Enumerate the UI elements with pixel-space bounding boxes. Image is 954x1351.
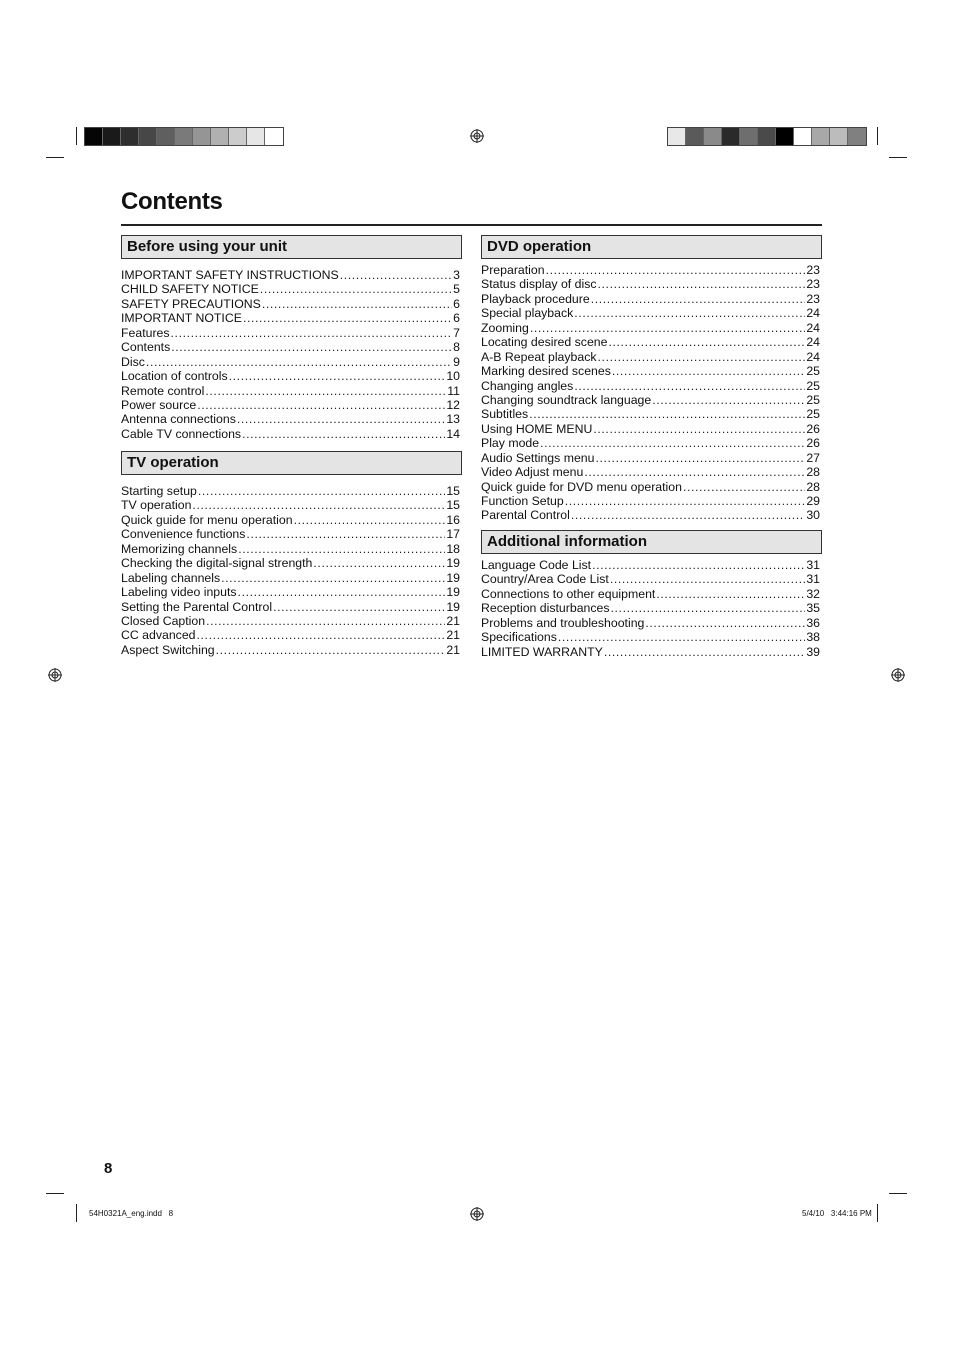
toc-entry	[481, 451, 822, 465]
toc-entry-label: Remote control	[121, 383, 205, 398]
toc-entry-label: Country/Area Code List	[481, 572, 609, 587]
section-heading: Before using your unit	[121, 235, 462, 259]
toc-entry	[121, 527, 462, 541]
toc-entry-page: 25	[806, 364, 820, 379]
toc-entry-page: 26	[806, 421, 820, 436]
toc-entry-label: Parental Control	[481, 508, 570, 523]
toc-entry	[121, 498, 462, 512]
toc-entry-page: 19	[446, 599, 460, 614]
toc-entry	[121, 340, 462, 354]
toc-entry-page: 28	[806, 465, 820, 480]
color-swatch	[830, 128, 848, 145]
dot-leader	[171, 340, 452, 354]
dot-leader	[238, 542, 445, 556]
toc-entry-page: 27	[806, 450, 820, 465]
toc-entry-page: 18	[446, 541, 460, 556]
toc-entry	[121, 311, 462, 325]
color-swatch	[85, 128, 103, 145]
toc-entry-label: Labeling channels	[121, 570, 221, 585]
toc-entry	[481, 465, 822, 479]
toc-entry	[481, 263, 822, 277]
section-tv-operation	[121, 451, 462, 657]
dot-leader	[229, 369, 446, 383]
section-heading: DVD operation	[481, 235, 822, 259]
page-number: 8	[104, 1160, 113, 1177]
toc-entry-page: 24	[806, 349, 820, 364]
section-before-using	[121, 235, 462, 441]
toc-entry	[481, 350, 822, 364]
color-swatch	[812, 128, 830, 145]
toc-entry	[481, 508, 822, 522]
dot-leader	[216, 643, 446, 657]
dot-leader	[198, 484, 445, 498]
toc-entry	[481, 407, 822, 421]
toc-entry-page: 15	[446, 498, 460, 513]
dot-leader	[608, 335, 805, 349]
dot-leader	[146, 355, 452, 369]
toc-entry-page: 5	[453, 282, 460, 297]
toc-entry	[481, 379, 822, 393]
dot-leader	[529, 407, 805, 421]
page-title: Contents	[121, 188, 223, 215]
toc-list	[481, 263, 822, 523]
dot-leader	[546, 263, 806, 277]
toc-entry-page: 17	[446, 527, 460, 542]
color-swatch	[794, 128, 812, 145]
toc-entry-page: 19	[446, 570, 460, 585]
dot-leader	[206, 614, 445, 628]
toc-entry-label: Disc	[121, 354, 145, 369]
toc-entry-page: 13	[446, 412, 460, 427]
dot-leader	[238, 585, 446, 599]
toc-entry-label: Memorizing channels	[121, 541, 238, 556]
toc-entry-page: 39	[806, 644, 820, 659]
toc-entry-label: Zooming	[481, 320, 529, 335]
toc-entry-label: Power source	[121, 397, 197, 412]
toc-entry	[121, 369, 462, 383]
toc-entry	[121, 628, 462, 642]
toc-entry-page: 30	[806, 508, 820, 523]
toc-entry-page: 11	[447, 383, 460, 398]
toc-entry-page: 16	[446, 512, 460, 527]
toc-entry-page: 3	[453, 268, 460, 282]
toc-entry	[121, 268, 462, 282]
toc-entry-label: Changing angles	[481, 378, 574, 393]
toc-entry-label: IMPORTANT SAFETY INSTRUCTIONS	[121, 268, 339, 282]
toc-entry-label: LIMITED WARRANTY	[481, 644, 603, 659]
toc-entry	[481, 572, 822, 586]
toc-entry	[121, 412, 462, 426]
color-calibration-bar-right	[667, 127, 867, 146]
dot-leader	[294, 513, 446, 527]
toc-entry-label: Specifications	[481, 630, 557, 645]
toc-entry-page: 6	[453, 296, 460, 311]
toc-entry-label: Labeling video inputs	[121, 585, 237, 600]
toc-entry-page: 35	[806, 601, 820, 616]
toc-entry	[481, 292, 822, 306]
toc-entry-page: 10	[446, 369, 460, 384]
toc-entry-page: 14	[446, 426, 460, 441]
toc-entry	[481, 277, 822, 291]
dot-leader	[652, 393, 805, 407]
toc-entry-page: 21	[446, 628, 460, 643]
color-swatch	[121, 128, 139, 145]
toc-entry	[481, 422, 822, 436]
color-swatch	[265, 128, 283, 145]
registration-mark-icon	[470, 129, 484, 143]
section-dvd-operation	[481, 235, 822, 523]
dot-leader	[591, 292, 806, 306]
dot-leader	[246, 527, 445, 541]
dot-leader	[197, 628, 446, 642]
dot-leader	[237, 412, 445, 426]
color-swatch	[686, 128, 704, 145]
toc-entry-label: Subtitles	[481, 407, 529, 422]
toc-entry-label: Preparation	[481, 263, 545, 277]
toc-entry-label: Location of controls	[121, 369, 228, 384]
color-swatch	[211, 128, 229, 145]
toc-entry-page: 12	[446, 397, 460, 412]
toc-entry	[121, 542, 462, 556]
color-swatch	[193, 128, 211, 145]
toc-entry	[481, 587, 822, 601]
toc-entry-page: 9	[453, 354, 460, 369]
toc-entry-label: Closed Caption	[121, 613, 206, 628]
dot-leader	[612, 364, 805, 378]
toc-entry-page: 38	[806, 630, 820, 645]
toc-entry-page: 29	[806, 494, 820, 508]
toc-entry-page: 15	[446, 484, 460, 498]
crop-mark	[46, 1193, 64, 1194]
dot-leader	[598, 277, 806, 291]
toc-entry-page: 31	[806, 558, 820, 572]
title-divider	[121, 224, 822, 226]
dot-leader	[171, 326, 453, 340]
dot-leader	[197, 398, 445, 412]
toc-entry-label: Locating desired scene	[481, 335, 608, 350]
dot-leader	[558, 630, 805, 644]
toc-entry-page: 23	[806, 291, 820, 306]
toc-entry	[121, 384, 462, 398]
dot-leader	[242, 427, 445, 441]
toc-list	[481, 558, 822, 659]
dot-leader	[273, 600, 445, 614]
toc-entry-label: Status display of disc	[481, 277, 597, 292]
color-swatch	[704, 128, 722, 145]
toc-entry	[121, 355, 462, 369]
crop-mark	[877, 127, 878, 145]
toc-entry-page: 36	[806, 615, 820, 630]
dot-leader	[604, 645, 805, 659]
dot-leader	[313, 556, 445, 570]
color-calibration-bar-left	[84, 127, 284, 146]
crop-mark	[46, 157, 64, 158]
dot-leader	[683, 480, 805, 494]
toc-entry-label: Video Adjust menu	[481, 465, 584, 480]
toc-entry-page: 8	[453, 340, 460, 355]
crop-mark	[889, 157, 907, 158]
crop-mark	[76, 127, 77, 145]
color-swatch	[103, 128, 121, 145]
dot-leader	[595, 451, 805, 465]
toc-entry-label: TV operation	[121, 498, 192, 513]
dot-leader	[221, 571, 445, 585]
toc-entry-label: Marking desired scenes	[481, 364, 611, 379]
toc-entry-label: Aspect Switching	[121, 642, 215, 657]
registration-mark-icon	[891, 668, 905, 682]
toc-entry	[121, 513, 462, 527]
toc-entry-label: Play mode	[481, 436, 540, 451]
dot-leader	[645, 616, 805, 630]
color-swatch	[668, 128, 686, 145]
toc-entry-label: Features	[121, 325, 170, 340]
toc-entry-label: A-B Repeat playback	[481, 349, 597, 364]
toc-entry-label: CC advanced	[121, 628, 196, 643]
dot-leader	[192, 498, 445, 512]
footer-datetime: 5/4/10 3:44:16 PM	[802, 1209, 872, 1218]
section-additional-information	[481, 530, 822, 659]
toc-entry-page: 21	[446, 642, 460, 657]
toc-entry-page: 26	[806, 436, 820, 451]
toc-entry-label: Contents	[121, 340, 171, 355]
toc-entry	[121, 427, 462, 441]
color-swatch	[247, 128, 265, 145]
color-swatch	[848, 128, 866, 145]
toc-entry-page: 24	[806, 320, 820, 335]
toc-list	[121, 268, 462, 441]
dot-leader	[592, 558, 805, 572]
dot-leader	[530, 321, 805, 335]
toc-entry-label: Audio Settings menu	[481, 450, 595, 465]
color-swatch	[175, 128, 193, 145]
crop-mark	[76, 1204, 77, 1222]
toc-entry-page: 25	[806, 378, 820, 393]
toc-entry-label: Cable TV connections	[121, 426, 242, 441]
toc-entry	[121, 571, 462, 585]
toc-entry-page: 24	[806, 306, 820, 321]
toc-entry-label: Antenna connections	[121, 412, 236, 427]
toc-entry-label: Language Code List	[481, 558, 592, 572]
toc-entry	[121, 585, 462, 599]
toc-entry-label: Changing soundtrack language	[481, 392, 652, 407]
toc-list	[121, 484, 462, 657]
toc-entry-label: Checking the digital-signal strength	[121, 556, 313, 571]
color-swatch	[139, 128, 157, 145]
toc-entry-label: Special playback	[481, 306, 574, 321]
toc-entry-label: Playback procedure	[481, 291, 590, 306]
toc-entry-page: 19	[446, 585, 460, 600]
dot-leader	[565, 494, 806, 508]
footer-filename: 54H0321A_eng.indd 8	[89, 1209, 174, 1218]
toc-entry	[481, 601, 822, 615]
toc-entry	[481, 645, 822, 659]
crop-mark	[889, 1193, 907, 1194]
toc-entry	[481, 335, 822, 349]
toc-entry-label: Using HOME MENU	[481, 421, 593, 436]
toc-entry	[481, 306, 822, 320]
dot-leader	[574, 306, 805, 320]
toc-entry-label: Problems and troubleshooting	[481, 615, 645, 630]
color-swatch	[157, 128, 175, 145]
toc-entry-label: Function Setup	[481, 494, 564, 508]
toc-entry-page: 19	[446, 556, 460, 571]
crop-mark	[877, 1204, 878, 1222]
toc-entry	[121, 600, 462, 614]
toc-entry	[121, 398, 462, 412]
toc-entry	[481, 321, 822, 335]
toc-entry-label: Reception disturbances	[481, 601, 610, 616]
toc-entry-label: Setting the Parental Control	[121, 599, 273, 614]
color-swatch	[740, 128, 758, 145]
dot-leader	[598, 350, 806, 364]
section-heading: TV operation	[121, 451, 462, 475]
toc-entry	[121, 326, 462, 340]
dot-leader	[340, 268, 452, 282]
dot-leader	[205, 384, 446, 398]
registration-mark-icon	[48, 668, 62, 682]
toc-entry-page: 31	[806, 572, 820, 587]
toc-entry-label: SAFETY PRECAUTIONS	[121, 296, 261, 311]
dot-leader	[593, 422, 805, 436]
toc-entry-page: 32	[806, 586, 820, 601]
toc-entry	[481, 393, 822, 407]
color-swatch	[758, 128, 776, 145]
toc-entry-page: 23	[806, 277, 820, 292]
toc-entry	[481, 480, 822, 494]
dot-leader	[540, 436, 805, 450]
toc-entry	[481, 494, 822, 508]
toc-entry-label: Convenience functions	[121, 527, 246, 542]
dot-leader	[262, 297, 452, 311]
toc-entry-label: Starting setup	[121, 484, 197, 498]
color-swatch	[776, 128, 794, 145]
toc-entry-label: IMPORTANT NOTICE	[121, 311, 242, 326]
dot-leader	[584, 465, 805, 479]
toc-entry	[481, 616, 822, 630]
toc-entry	[121, 484, 462, 498]
dot-leader	[571, 508, 805, 522]
toc-entry	[481, 630, 822, 644]
toc-entry-page: 7	[453, 325, 460, 340]
dot-leader	[611, 601, 806, 615]
toc-entry	[121, 614, 462, 628]
toc-entry-page: 6	[453, 311, 460, 326]
dot-leader	[243, 311, 452, 325]
toc-entry-label: CHILD SAFETY NOTICE	[121, 282, 259, 297]
toc-entry	[121, 643, 462, 657]
dot-leader	[656, 587, 805, 601]
toc-entry-page: 24	[806, 335, 820, 350]
color-swatch	[722, 128, 740, 145]
toc-entry-label: Connections to other equipment	[481, 586, 656, 601]
dot-leader	[574, 379, 805, 393]
registration-mark-icon	[470, 1207, 484, 1221]
toc-entry	[121, 297, 462, 311]
toc-entry	[121, 556, 462, 570]
toc-entry-page: 23	[806, 263, 820, 277]
toc-entry	[481, 558, 822, 572]
toc-entry-page: 21	[446, 613, 460, 628]
toc-entry	[481, 436, 822, 450]
toc-entry-label: Quick guide for DVD menu operation	[481, 479, 682, 494]
toc-entry	[481, 364, 822, 378]
color-swatch	[229, 128, 247, 145]
dot-leader	[610, 572, 805, 586]
dot-leader	[260, 282, 452, 296]
toc-entry-page: 25	[806, 407, 820, 422]
section-heading: Additional information	[481, 530, 822, 554]
toc-entry-label: Quick guide for menu operation	[121, 512, 293, 527]
toc-entry-page: 25	[806, 392, 820, 407]
toc-entry-page: 28	[806, 479, 820, 494]
toc-entry	[121, 282, 462, 296]
